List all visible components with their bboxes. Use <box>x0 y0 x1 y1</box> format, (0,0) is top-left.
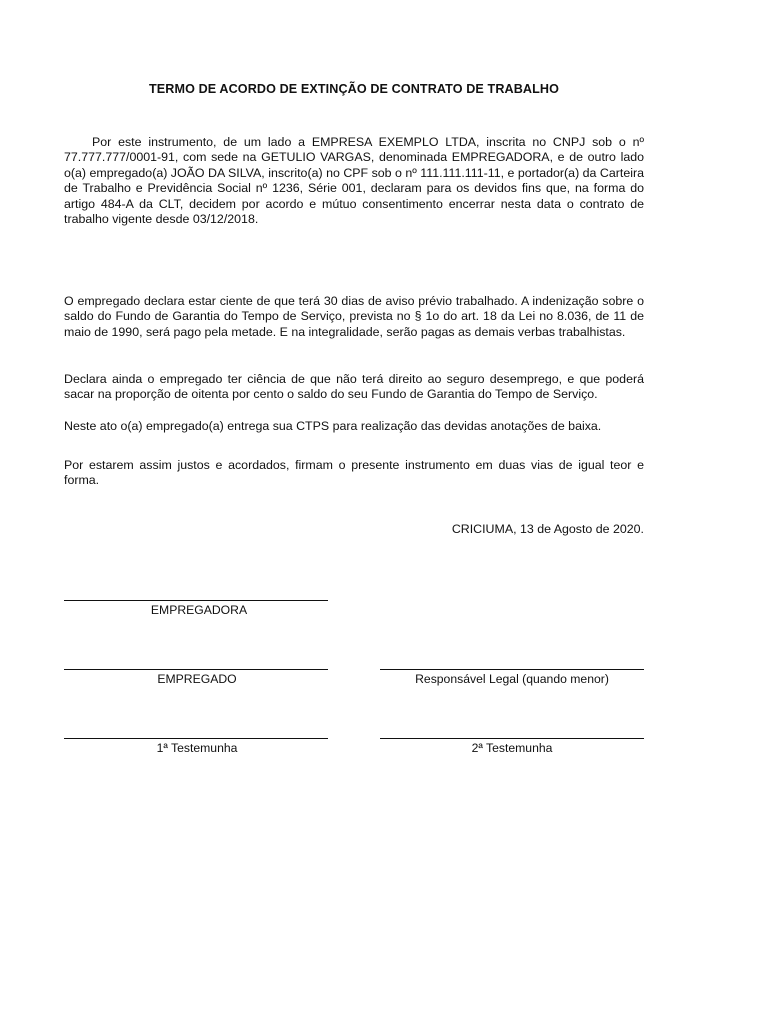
employer-signature-line <box>64 600 328 601</box>
paragraph-parties: Por este instrumento, de um lado a EMPRESA EXEMPLO LTDA, inscrita no CNPJ sob o nº 77.777.777/0001-91, com sede na GETULIO VARGAS, denominada EMPREGADORA, e de outro lado o(a) empregado(a) JOÃO DA SILVA, inscrito(a) no CPF sob o nº 111.111.111-11, e portador(a) da Carteira de Trabalho e Previdência Social nº 1236, Série 001, declaram para os devidos fins que, na forma do artigo 484-A da CLT, decidem por acordo e mútuo consentimento encerrar nesta data o contrato de trabalho vigente desde 03/12/2018. <box>64 135 644 227</box>
employee-signature-line <box>64 669 328 670</box>
witness-2-signature-label: 2ª Testemunha <box>471 741 553 755</box>
employer-signature-label: EMPREGADORA <box>150 603 248 617</box>
witness-1-signature-line <box>64 738 328 739</box>
date-line: CRICIUMA, 13 de Agosto de 2020. <box>451 522 644 536</box>
witness-1-signature-label: 1ª Testemunha <box>156 741 238 755</box>
paragraph-notice-period: O empregado declara estar ciente de que terá 30 dias de aviso prévio trabalhado. A indenização sobre o saldo do Fundo de Garantia do Tempo de Serviço, prevista no § 1o do art. 18 da Lei no 8.036, de 11 de maio de 1990, será pago pela metade. E na integralidade, serão pagas as demais verbas trabalhistas. <box>64 294 644 339</box>
witness-2-signature-line <box>380 738 644 739</box>
legal-guardian-signature-line <box>380 669 644 670</box>
document-title: TERMO DE ACORDO DE EXTINÇÃO DE CONTRATO DE TRABALHO <box>149 82 559 96</box>
employee-signature-label: EMPREGADO <box>157 672 237 686</box>
paragraph-agreement: Por estarem assim justos e acordados, firmam o presente instrumento em duas vias de igual teor e forma. <box>64 458 644 488</box>
paragraph-ctps-delivery: Neste ato o(a) empregado(a) entrega sua CTPS para realização das devidas anotações de baixa. <box>64 419 602 433</box>
legal-guardian-signature-label: Responsável Legal (quando menor) <box>415 672 609 686</box>
paragraph-unemployment-insurance: Declara ainda o empregado ter ciência de que não terá direito ao seguro desemprego, e que poderá sacar na proporção de oitenta por cento o saldo do seu Fundo de Garantia do Tempo de Serviço. <box>64 372 644 402</box>
